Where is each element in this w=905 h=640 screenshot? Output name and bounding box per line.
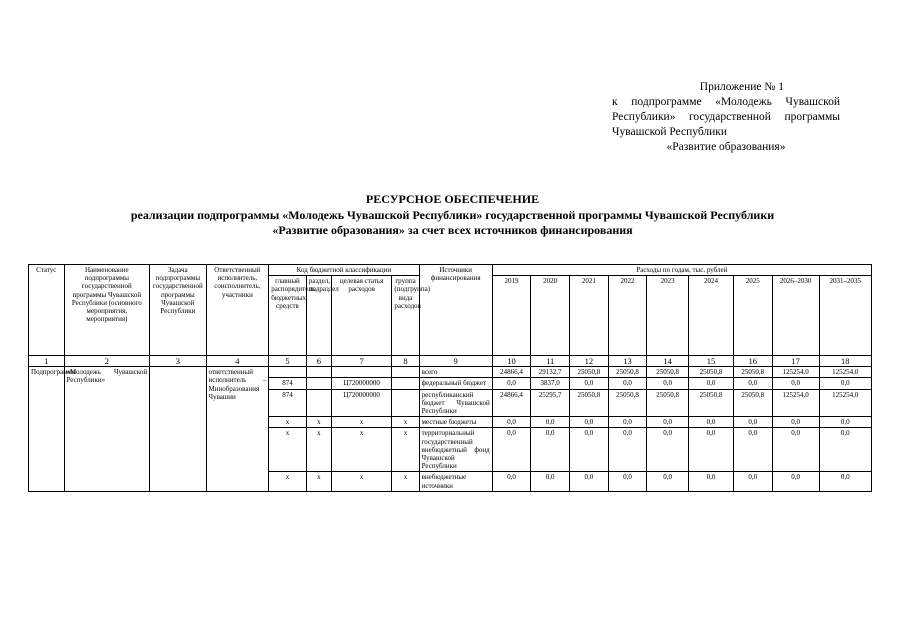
grbs-cell: x <box>269 472 307 491</box>
block-task-cell <box>150 367 206 492</box>
header-name: Наименование подпрограммы государственной программы Чувашской Республики (основного мероприятия, мероприятия) <box>64 265 150 356</box>
value-cell: 0,0 <box>733 472 772 491</box>
value-cell: 0,0 <box>733 417 772 428</box>
section-cell: x <box>306 472 331 491</box>
source-cell: внебюджетные источники <box>419 472 492 491</box>
value-cell: 0,0 <box>492 428 531 472</box>
column-numbers-row <box>29 356 872 367</box>
grbs-cell: 874 <box>269 389 307 417</box>
target-cell: x <box>331 417 392 428</box>
col-number: 3 <box>150 356 206 367</box>
col-number: 16 <box>733 356 772 367</box>
value-cell: 0,0 <box>608 417 647 428</box>
header-row-1 <box>29 265 872 276</box>
value-cell: 0,0 <box>492 378 531 389</box>
value-cell: 0,0 <box>772 472 819 491</box>
value-cell: 0,0 <box>531 428 570 472</box>
group-cell <box>392 367 419 378</box>
header-year: 2031–2035 <box>819 276 871 356</box>
header-expenses-group: Расходы по годам, тыс. рублей <box>492 265 871 276</box>
block-name-cell: «Молодежь Чувашской Республики» <box>64 367 150 492</box>
col-number: 6 <box>306 356 331 367</box>
header-sources: Источники финансирования <box>419 265 492 356</box>
value-cell: 0,0 <box>570 472 609 491</box>
title-line-3: «Развитие образования» за счет всех источников финансирования <box>272 223 633 237</box>
value-cell: 0,0 <box>647 428 689 472</box>
value-cell: 0,0 <box>608 472 647 491</box>
value-cell: 3837,0 <box>531 378 570 389</box>
appendix-last-line: «Развитие образования» <box>666 141 786 153</box>
value-cell: 0,0 <box>819 378 871 389</box>
target-cell: x <box>331 472 392 491</box>
col-number: 15 <box>689 356 734 367</box>
block-responsible-cell: ответственный исполнитель – Минобразования Чувашии <box>206 367 269 492</box>
header-status: Статус <box>29 265 65 356</box>
source-cell: республиканский бюджет Чувашской Республики <box>419 389 492 417</box>
value-cell: 25050,8 <box>733 389 772 417</box>
value-cell: 29132,7 <box>531 367 570 378</box>
value-cell: 0,0 <box>689 472 734 491</box>
value-cell: 25050,8 <box>570 389 609 417</box>
value-cell: 0,0 <box>608 378 647 389</box>
target-cell <box>331 367 392 378</box>
header-year: 2024 <box>689 276 734 356</box>
value-cell: 0,0 <box>772 428 819 472</box>
col-number: 7 <box>331 356 392 367</box>
group-cell: x <box>392 428 419 472</box>
value-cell: 25050,8 <box>733 367 772 378</box>
source-cell: территориальный государственный внебюджетный фонд Чувашской Республики <box>419 428 492 472</box>
section-cell <box>306 367 331 378</box>
value-cell: 125254,0 <box>819 389 871 417</box>
value-cell: 0,0 <box>733 378 772 389</box>
value-cell: 25050,8 <box>647 367 689 378</box>
target-cell: Ц720000000 <box>331 389 392 417</box>
header-year: 2020 <box>531 276 570 356</box>
document-title <box>0 192 905 239</box>
header-year: 2022 <box>608 276 647 356</box>
value-cell: 0,0 <box>647 472 689 491</box>
value-cell: 25050,8 <box>608 389 647 417</box>
section-cell: x <box>306 428 331 472</box>
value-cell: 0,0 <box>570 417 609 428</box>
title-line-2: реализации подпрограммы «Молодежь Чувашской Республики» государственной программы Чувашской Республики <box>130 207 775 222</box>
col-number: 8 <box>392 356 419 367</box>
header-year: 2023 <box>647 276 689 356</box>
value-cell: 25050,8 <box>608 367 647 378</box>
value-cell: 0,0 <box>608 428 647 472</box>
value-cell: 125254,0 <box>819 367 871 378</box>
value-cell: 0,0 <box>819 472 871 491</box>
header-section: раздел, подраздел <box>306 276 331 356</box>
col-number: 17 <box>772 356 819 367</box>
value-cell: 0,0 <box>689 417 734 428</box>
value-cell: 0,0 <box>647 378 689 389</box>
header-year: 2019 <box>492 276 531 356</box>
section-cell: x <box>306 417 331 428</box>
section-cell <box>306 378 331 389</box>
table-row <box>29 367 872 378</box>
target-cell: x <box>331 428 392 472</box>
col-number: 13 <box>608 356 647 367</box>
table-body <box>29 367 872 492</box>
appendix-block <box>612 80 840 155</box>
group-cell: x <box>392 472 419 491</box>
value-cell: 25050,8 <box>689 367 734 378</box>
header-year: 2021 <box>570 276 609 356</box>
value-cell: 0,0 <box>733 428 772 472</box>
header-task: Задача подпрограммы государственной программы Чувашской Республики <box>150 265 206 356</box>
value-cell: 0,0 <box>492 472 531 491</box>
value-cell: 125254,0 <box>772 367 819 378</box>
value-cell: 125254,0 <box>772 389 819 417</box>
value-cell: 0,0 <box>531 417 570 428</box>
grbs-cell: 874 <box>269 378 307 389</box>
value-cell: 25050,8 <box>647 389 689 417</box>
source-cell: местные бюджеты <box>419 417 492 428</box>
value-cell: 0,0 <box>772 417 819 428</box>
group-cell: x <box>392 417 419 428</box>
appendix-body: к подпрограмме «Молодежь Чувашской Республики» государственной программы Чувашской Республики <box>612 96 840 138</box>
header-group: группа (подгруппа) вида расходов <box>392 276 419 356</box>
source-cell: всего <box>419 367 492 378</box>
section-cell <box>306 389 331 417</box>
grbs-cell: x <box>269 428 307 472</box>
col-number: 10 <box>492 356 531 367</box>
value-cell: 0,0 <box>819 428 871 472</box>
group-cell <box>392 389 419 417</box>
value-cell: 0,0 <box>647 417 689 428</box>
header-code-group: Код бюджетной классификации <box>269 265 419 276</box>
value-cell: 25050,8 <box>689 389 734 417</box>
value-cell: 24866,4 <box>492 367 531 378</box>
value-cell: 0,0 <box>819 417 871 428</box>
col-number: 2 <box>64 356 150 367</box>
block-status-cell: Подпрограмма <box>29 367 65 492</box>
value-cell: 25295,7 <box>531 389 570 417</box>
value-cell: 0,0 <box>689 378 734 389</box>
value-cell: 25050,8 <box>570 367 609 378</box>
group-cell <box>392 378 419 389</box>
appendix-number: Приложение № 1 <box>699 81 784 93</box>
header-target: целевая статья расходов <box>331 276 392 356</box>
value-cell: 0,0 <box>570 378 609 389</box>
header-year: 2025 <box>733 276 772 356</box>
col-number: 9 <box>419 356 492 367</box>
value-cell: 0,0 <box>570 428 609 472</box>
header-responsible: Ответственный исполнитель, соисполнитель, участники <box>206 265 269 356</box>
col-number: 11 <box>531 356 570 367</box>
value-cell: 0,0 <box>492 417 531 428</box>
value-cell: 0,0 <box>772 378 819 389</box>
col-number: 1 <box>29 356 65 367</box>
header-grbs: главный распорядитель бюджетных средств <box>269 276 307 356</box>
value-cell: 24866,4 <box>492 389 531 417</box>
col-number: 4 <box>206 356 269 367</box>
source-cell: федеральный бюджет <box>419 378 492 389</box>
col-number: 18 <box>819 356 871 367</box>
grbs-cell: x <box>269 417 307 428</box>
col-number: 12 <box>570 356 609 367</box>
resource-table <box>28 264 872 492</box>
title-line-1: РЕСУРСНОЕ ОБЕСПЕЧЕНИЕ <box>365 192 540 206</box>
col-number: 14 <box>647 356 689 367</box>
grbs-cell <box>269 367 307 378</box>
col-number: 5 <box>269 356 307 367</box>
value-cell: 0,0 <box>531 472 570 491</box>
target-cell: Ц720000000 <box>331 378 392 389</box>
header-year: 2026–2030 <box>772 276 819 356</box>
value-cell: 0,0 <box>689 428 734 472</box>
